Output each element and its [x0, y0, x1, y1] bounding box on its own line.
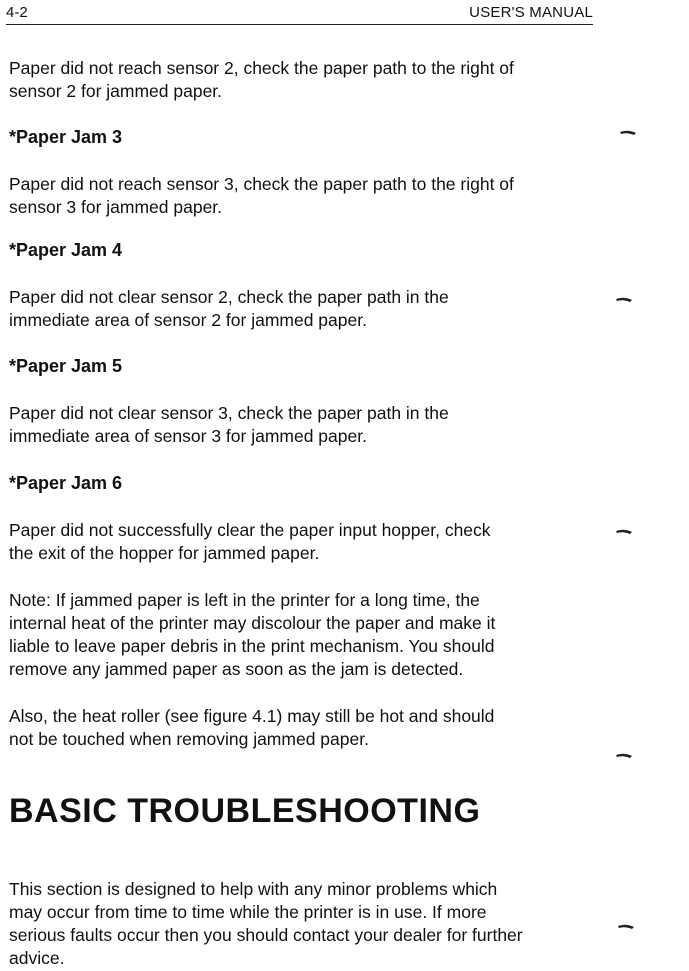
text-line: Also, the heat roller (see figure 4.1) may still be hot and should: [9, 706, 495, 726]
section-heading-basic-troubleshooting: BASIC TROUBLESHOOTING: [9, 792, 481, 830]
text-line: Paper did not clear sensor 2, check the paper path in the: [9, 287, 449, 307]
page-header: [6, 4, 593, 25]
scan-mark-icon: [615, 296, 633, 303]
text-line: internal heat of the printer may discolour the paper and make it: [9, 613, 496, 633]
header-title: USER'S MANUAL: [469, 4, 593, 21]
text-line: Paper did not reach sensor 3, check the paper path to the right of: [9, 174, 514, 194]
paragraph-note: [9, 589, 609, 681]
paragraph-jam5: [9, 402, 609, 448]
paragraph-basic-troubleshooting: [9, 878, 609, 970]
scan-mark-icon: [617, 923, 635, 930]
text-line: sensor 3 for jammed paper.: [9, 197, 223, 217]
heading-paper-jam-5: *Paper Jam 5: [9, 356, 123, 376]
text-line: sensor 2 for jammed paper.: [9, 81, 223, 101]
text-line: serious faults occur then you should contact your dealer for further: [9, 925, 523, 945]
paragraph-jam4: [9, 286, 609, 332]
text-line: may occur from time to time while the printer is in use. If more: [9, 902, 487, 922]
text-line: Paper did not reach sensor 2, check the paper path to the right of: [9, 58, 514, 78]
text-line: immediate area of sensor 3 for jammed paper.: [9, 426, 367, 446]
paragraph-jam3: [9, 173, 609, 219]
paragraph-jam2: [9, 57, 609, 103]
heading-paper-jam-6: *Paper Jam 6: [9, 473, 123, 493]
text-line: remove any jammed paper as soon as the jam is detected.: [9, 659, 464, 679]
heading-paper-jam-3: *Paper Jam 3: [9, 127, 123, 147]
text-line: not be touched when removing jammed paper.: [9, 729, 369, 749]
page-number: 4-2: [6, 4, 28, 21]
text-line: advice.: [9, 948, 65, 968]
scan-mark-icon: [615, 752, 633, 759]
text-line: immediate area of sensor 2 for jammed paper.: [9, 310, 367, 330]
paragraph-also: [9, 705, 609, 751]
scan-mark-icon: [619, 129, 637, 136]
text-line: Paper did not successfully clear the paper input hopper, check: [9, 520, 491, 540]
text-line: the exit of the hopper for jammed paper.: [9, 543, 320, 563]
scan-mark-icon: [615, 528, 633, 535]
text-line: liable to leave paper debris in the print mechanism. You should: [9, 636, 495, 656]
text-line: Note: If jammed paper is left in the printer for a long time, the: [9, 590, 480, 610]
text-line: Paper did not clear sensor 3, check the paper path in the: [9, 403, 449, 423]
text-line: This section is designed to help with any minor problems which: [9, 879, 498, 899]
paragraph-jam6: [9, 519, 609, 565]
heading-paper-jam-4: *Paper Jam 4: [9, 240, 123, 260]
